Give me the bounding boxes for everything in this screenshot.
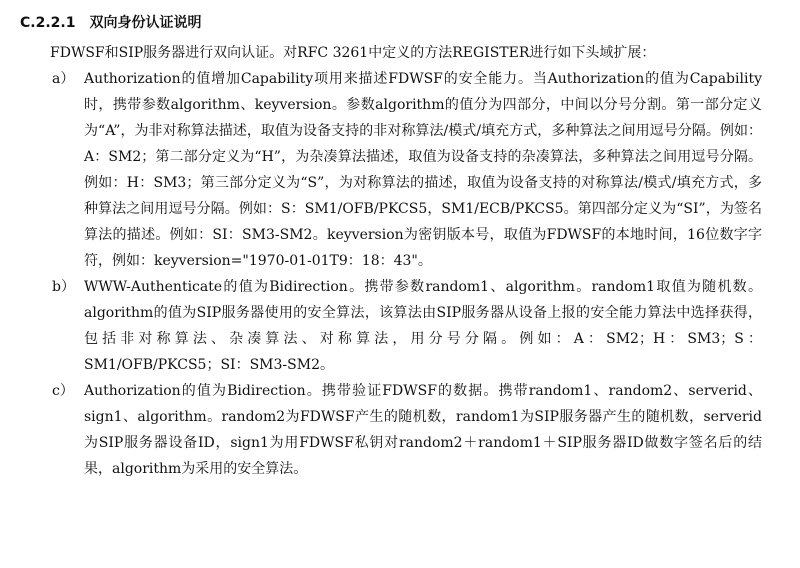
list-item-c	[20, 378, 762, 482]
intro-paragraph: FDWSF和SIP服务器进行双向认证。对RFC 3261中定义的方法REGISTER进行如下头域扩展：	[50, 45, 656, 61]
list-item-b	[20, 274, 762, 378]
list-item-text: Authorization的值增加Capability项用来描述FDWSF的安全能力。当Authorization的值为Capability时，携带参数algorithm、keyversion。参数algorithm的值分为四部分，中间以分号分割。第一部分定义为“A”，为非对称算法描述，取值为设备支持的非对称算法/模式/填充方式，多种算法之间用逗号分隔。例如：A：SM2；第二部分定义为“H”，为杂凑算法描述，取值为设备支持的杂凑算法，多种算法之间用逗号分隔。例如：H：SM3；第三部分定义为“S”，为对称算法的描述，取值为设备支持的对称算法/模式/填充方式，多种算法之间用逗号分隔。例如：S：SM1/OFB/PKCS5，SM1/ECB/PKCS5。第四部分定义为“SI”，为签名算法的描述。例如：SI：SM3-SM2。keyversion为密钥版本号，取值为FDWSF的本地时间，16位数字字符，例如：keyversion="1970-01-01T9：18：43"。	[84, 71, 762, 269]
list-item-text: WWW-Authenticate的值为Bidirection。携带参数random1、algorithm。random1取值为随机数。algorithm的值为SIP服务器使用的安全算法，该算法由SIP服务器从设备上报的安全能力算法中选择获得，包括非对称算法、杂凑算法、对称算法，用分号分隔。例如：A：SM2；H：SM3；S：SM1/OFB/PKCS5；SI：SM3-SM2。	[84, 279, 762, 373]
list-item-text: Authorization的值为Bidirection。携带验证FDWSF的数据。携带random1、random2、serverid、sign1、algorithm。random2为FDWSF产生的随机数，random1为SIP服务器产生的随机数，serverid为SIP服务器设备ID，sign1为用FDWSF私钥对random2＋random1＋SIP服务器ID做数字签名后的结果，algorithm为采用的安全算法。	[84, 383, 762, 477]
list-item-a	[20, 66, 762, 274]
section-title: 双向身份认证说明	[89, 15, 202, 31]
section-number: C.2.2.1	[20, 15, 76, 31]
list-marker: a）	[52, 71, 75, 87]
list-marker: c）	[52, 383, 74, 399]
list-marker: b）	[52, 279, 75, 295]
section-heading	[20, 12, 762, 34]
